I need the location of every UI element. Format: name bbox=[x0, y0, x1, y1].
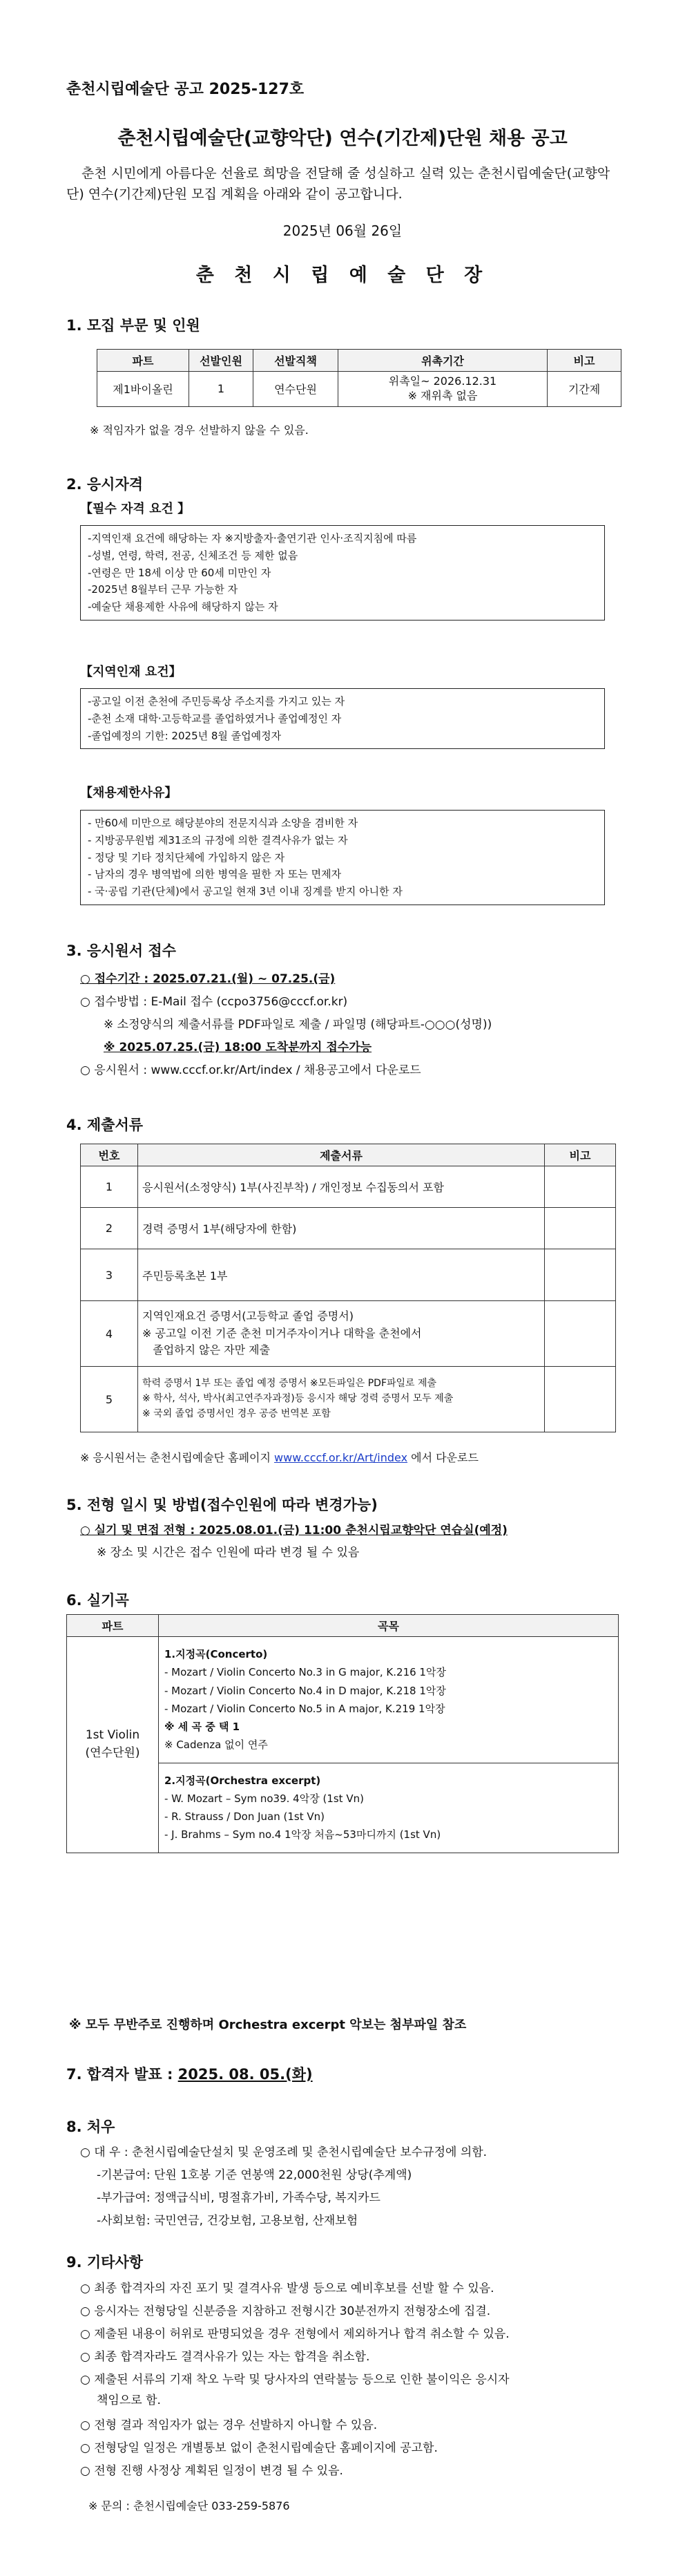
pieces-part-name: 1st Violin bbox=[85, 1728, 140, 1743]
excerpt-title: 2.지정곡(Orchestra excerpt) bbox=[164, 1774, 321, 1787]
schedule-exam: ○ 실기 및 면접 전형 : 2025.08.01.(금) 11:00 춘천시립교향악단 연습실(예정) bbox=[80, 1524, 508, 1537]
documents-line: 경력 증명서 1부(해당자에 한함) bbox=[142, 1222, 297, 1235]
section-treatment-title: 8. 처우 bbox=[66, 2119, 115, 2135]
treatment-basis: ○ 대 우 : 춘천시립예술단설치 및 운영조례 및 춘천시립예술단 보수규정에 의함. bbox=[80, 2146, 488, 2159]
required-item: -2025년 8월부터 근무 가능한 자 bbox=[88, 583, 238, 596]
concerto-block bbox=[159, 1637, 618, 1763]
documents-note-prefix: ※ 응시원서는 춘천시립예술단 홈페이지 bbox=[80, 1451, 275, 1464]
section-qualification-title: 2. 응시자격 bbox=[66, 476, 144, 493]
documents-cell-doc bbox=[138, 1367, 545, 1432]
recruit-header-count: 선발인원 bbox=[189, 350, 253, 372]
schedule-note: ※ 장소 및 시간은 접수 인원에 따라 변경 될 수 있음 bbox=[97, 1546, 360, 1560]
documents-line: ※ 공고일 이전 기준 춘천 미거주자이거나 대학을 춘천에서 bbox=[142, 1326, 422, 1340]
application-method-note: ※ 소정양식의 제출서류를 PDF파일로 제출 / 파일명 (해당파트-○○○(성명)) bbox=[104, 1018, 492, 1032]
concerto-item: - Mozart / Violin Concerto No.3 in G major, K.216 1악장 bbox=[164, 1666, 446, 1679]
documents-header-no: 번호 bbox=[81, 1144, 138, 1166]
required-item: -지역인재 요건에 해당하는 자 ※지방출자·출연기관 인사·조직지침에 따름 bbox=[88, 532, 417, 544]
recruit-cell-period bbox=[338, 372, 548, 407]
announcement-date: 2025. 08. 05.(화) bbox=[177, 2066, 313, 2083]
documents-line: ※ 국외 졸업 증명서인 경우 공증 번역본 포함 bbox=[142, 1408, 331, 1419]
pieces-table bbox=[66, 1614, 619, 1853]
restriction-item: - 만60세 미만으로 해당분야의 전문지식과 소양을 겸비한 자 bbox=[88, 817, 358, 829]
misc-item: ○ 전형 결과 적임자가 없는 경우 선발하지 아니할 수 있음. bbox=[80, 2418, 378, 2432]
pieces-cell-part bbox=[67, 1637, 159, 1853]
documents-row bbox=[81, 1166, 616, 1208]
documents-cell-no: 1 bbox=[81, 1166, 138, 1208]
documents-cell-note bbox=[545, 1367, 616, 1432]
treatment-item: -기본급여: 단원 1호봉 기준 연봉액 22,000천원 상당(추계액) bbox=[97, 2168, 412, 2182]
issuer: 춘 천 시 립 예 술 단 장 bbox=[195, 265, 490, 286]
pieces-header-part: 파트 bbox=[67, 1615, 159, 1637]
documents-cell-no: 5 bbox=[81, 1367, 138, 1432]
restriction-item: - 남자의 경우 병역법에 의한 병역을 필한 자 또는 면제자 bbox=[88, 868, 342, 881]
documents-cell-no: 2 bbox=[81, 1208, 138, 1249]
excerpt-item: - W. Mozart – Sym no39. 4악장 (1st Vn) bbox=[164, 1792, 364, 1805]
concerto-title: 1.지정곡(Concerto) bbox=[164, 1648, 268, 1660]
documents-cell-doc bbox=[138, 1301, 545, 1367]
restriction-item: - 국·공립 기관(단체)에서 공고일 현재 3년 이내 징계를 받지 아니한 자 bbox=[88, 885, 403, 898]
documents-cell-doc bbox=[138, 1249, 545, 1301]
misc-item: ○ 제출된 내용이 허위로 판명되었을 경우 전형에서 제외하거나 합격 취소할 수 있음. bbox=[80, 2327, 510, 2341]
section-pieces-title: 6. 실기곡 bbox=[66, 1592, 129, 1609]
excerpt-item: - R. Strauss / Don Juan (1st Vn) bbox=[164, 1810, 325, 1823]
section-misc-title: 9. 기타사항 bbox=[66, 2254, 144, 2271]
documents-row bbox=[81, 1301, 616, 1367]
recruit-cell-position: 연수단원 bbox=[253, 372, 338, 407]
treatment-item: -부가급여: 정액급식비, 명절휴가비, 가족수당, 복지카드 bbox=[97, 2191, 380, 2205]
section-announcement-title bbox=[66, 2063, 313, 2084]
required-box bbox=[80, 525, 605, 621]
pieces-part-role: (연수단원) bbox=[85, 1745, 140, 1760]
documents-note bbox=[80, 1449, 479, 1465]
recruit-cell-part: 제1바이올린 bbox=[97, 372, 189, 407]
restriction-item: - 정당 및 기타 정치단체에 가입하지 않은 자 bbox=[88, 851, 285, 864]
recruit-note: ※ 적임자가 없을 경우 선발하지 않을 수 있음. bbox=[90, 424, 309, 437]
documents-row bbox=[81, 1367, 616, 1432]
recruit-period-range: 위촉일~ 2026.12.31 bbox=[388, 375, 497, 388]
misc-item: ○ 제출된 서류의 기재 착오 누락 및 당사자의 연락불능 등으로 인한 불이익은 응시자 bbox=[80, 2373, 510, 2387]
documents-cell-no: 4 bbox=[81, 1301, 138, 1367]
recruit-header-period: 위촉기간 bbox=[338, 350, 548, 372]
treatment-item: -사회보험: 국민연금, 건강보험, 고용보험, 산재보험 bbox=[97, 2214, 358, 2228]
documents-line: 응시원서(소정양식) 1부(사진부착) / 개인정보 수집동의서 포함 bbox=[142, 1181, 444, 1194]
documents-header-doc: 제출서류 bbox=[138, 1144, 545, 1166]
recruit-header-position: 선발직책 bbox=[253, 350, 338, 372]
cadenza-note: ※ Cadenza 없이 연주 bbox=[164, 1739, 268, 1752]
concerto-choose-note: ※ 세 곡 중 택 1 bbox=[164, 1721, 240, 1733]
announcement-label: 7. 합격자 발표 : bbox=[66, 2066, 178, 2083]
notice-date: 2025년 06월 26일 bbox=[282, 222, 403, 239]
required-label: 【필수 자격 요건 】 bbox=[80, 502, 191, 516]
documents-header-note: 비고 bbox=[545, 1144, 616, 1166]
section-application-title: 3. 응시원서 접수 bbox=[66, 943, 176, 959]
section-schedule-title: 5. 전형 일시 및 방법(접수인원에 따라 변경가능) bbox=[66, 1497, 378, 1513]
documents-line: 지역인재요건 증명서(고등학교 졸업 증명서) bbox=[142, 1309, 354, 1323]
required-item: -예술단 채용제한 사유에 해당하지 않는 자 bbox=[88, 600, 278, 613]
application-form: ○ 응시원서 : www.cccf.or.kr/Art/index / 채용공고에서 다운로드 bbox=[80, 1063, 421, 1077]
contact-info: ※ 문의 : 춘천시립예술단 033-259-5876 bbox=[88, 2499, 290, 2512]
documents-line: 학력 증명서 1부 또는 졸업 예정 증명서 ※모든파일은 PDF파일로 제출 bbox=[142, 1378, 437, 1390]
recruit-table bbox=[97, 349, 621, 407]
intro-text: 춘천 시민에게 아름다운 선율로 희망을 전달해 줄 성실하고 실력 있는 춘천시립예술단(교향악단) 연수(기간제)단원 모집 계획을 아래와 같이 공고합니다. bbox=[66, 166, 610, 202]
misc-item: ○ 최종 합격자의 자진 포기 및 결격사유 발생 등으로 예비후보를 선발 할 수 있음. bbox=[80, 2282, 494, 2295]
required-item: -연령은 만 18세 이상 만 60세 미만인 자 bbox=[88, 566, 271, 579]
recruit-cell-note: 기간제 bbox=[548, 372, 621, 407]
recruit-row bbox=[97, 372, 621, 407]
local-talent-item: -공고일 이전 춘천에 주민등록상 주소지를 가지고 있는 자 bbox=[88, 695, 345, 708]
documents-cell-doc bbox=[138, 1166, 545, 1208]
concerto-item: - Mozart / Violin Concerto No.5 in A major, K.219 1악장 bbox=[164, 1702, 445, 1715]
recruit-cell-count: 1 bbox=[189, 372, 253, 407]
recruit-header-part: 파트 bbox=[97, 350, 189, 372]
misc-item: ○ 전형당일 일정은 개별통보 없이 춘천시립예술단 홈페이지에 공고함. bbox=[80, 2441, 438, 2455]
documents-line: ※ 학사, 석사, 박사(최고연주자과정)등 응시자 해당 경력 증명서 모두 제출 bbox=[142, 1393, 454, 1405]
local-talent-item: -졸업예정의 기한: 2025년 8월 졸업예정자 bbox=[88, 729, 282, 742]
documents-note-suffix: 에서 다운로드 bbox=[407, 1451, 479, 1464]
recruit-header-note: 비고 bbox=[548, 350, 621, 372]
application-deadline: ※ 2025.07.25.(금) 18:00 도착분까지 접수가능 bbox=[104, 1041, 372, 1054]
section-recruit-title: 1. 모집 부문 및 인원 bbox=[66, 317, 200, 334]
local-talent-box bbox=[80, 688, 605, 749]
documents-cell-note bbox=[545, 1208, 616, 1249]
excerpt-block bbox=[159, 1763, 618, 1853]
required-item: -성별, 연령, 학력, 전공, 신체조건 등 제한 없음 bbox=[88, 549, 298, 562]
page-title: 춘천시립예술단(교향악단) 연수(기간제)단원 채용 공고 bbox=[117, 128, 568, 149]
section-documents-title: 4. 제출서류 bbox=[66, 1117, 144, 1133]
application-method: ○ 접수방법 : E-Mail 접수 (ccpo3756@cccf.or.kr) bbox=[80, 995, 348, 1009]
documents-row bbox=[81, 1208, 616, 1249]
documents-line: 졸업하지 않은 자만 제출 bbox=[142, 1343, 271, 1357]
documents-table bbox=[80, 1144, 616, 1432]
excerpt-item: - J. Brahms – Sym no.4 1악장 처음~53마디까지 (1st Vn) bbox=[164, 1828, 441, 1841]
documents-cell-note bbox=[545, 1166, 616, 1208]
documents-cell-note bbox=[545, 1301, 616, 1367]
recruit-period-note: ※ 재위촉 없음 bbox=[407, 388, 478, 402]
documents-cell-doc bbox=[138, 1208, 545, 1249]
pieces-note: ※ 모두 무반주로 진행하며 Orchestra excerpt 악보는 첨부파일 참조 bbox=[69, 2018, 467, 2032]
local-talent-item: -춘천 소재 대학·고등학교를 졸업하였거나 졸업예정인 자 bbox=[88, 712, 342, 725]
pieces-row bbox=[67, 1637, 619, 1853]
documents-row bbox=[81, 1249, 616, 1301]
restriction-label: 【채용제한사유】 bbox=[80, 786, 177, 800]
notice-number: 춘천시립예술단 공고 2025-127호 bbox=[66, 81, 305, 98]
pieces-cell-list bbox=[159, 1637, 619, 1853]
application-period: ○ 접수기간 : 2025.07.21.(월) ~ 07.25.(금) bbox=[80, 972, 336, 986]
misc-item: ○ 응시자는 전형당일 신분증을 지참하고 전형시간 30분전까지 전형장소에 집결. bbox=[80, 2304, 491, 2318]
local-talent-label: 【지역인재 요건】 bbox=[80, 665, 182, 679]
misc-item: ○ 전형 진행 사정상 계획된 일정이 변경 될 수 있음. bbox=[80, 2464, 343, 2478]
documents-cell-no: 3 bbox=[81, 1249, 138, 1301]
documents-line: 주민등록초본 1부 bbox=[142, 1269, 228, 1282]
misc-item: ○ 최종 합격자라도 결격사유가 있는 자는 합격을 취소함. bbox=[80, 2350, 370, 2364]
restriction-item: - 지방공무원법 제31조의 규정에 의한 결격사유가 없는 자 bbox=[88, 833, 348, 846]
restriction-box bbox=[80, 810, 605, 905]
homepage-link[interactable]: www.cccf.or.kr/Art/index bbox=[274, 1451, 408, 1464]
misc-item-continued: 책임으로 함. bbox=[97, 2394, 161, 2407]
pieces-header-piece: 곡목 bbox=[159, 1615, 619, 1637]
documents-cell-note bbox=[545, 1249, 616, 1301]
concerto-item: - Mozart / Violin Concerto No.4 in D major, K.218 1악장 bbox=[164, 1684, 446, 1697]
